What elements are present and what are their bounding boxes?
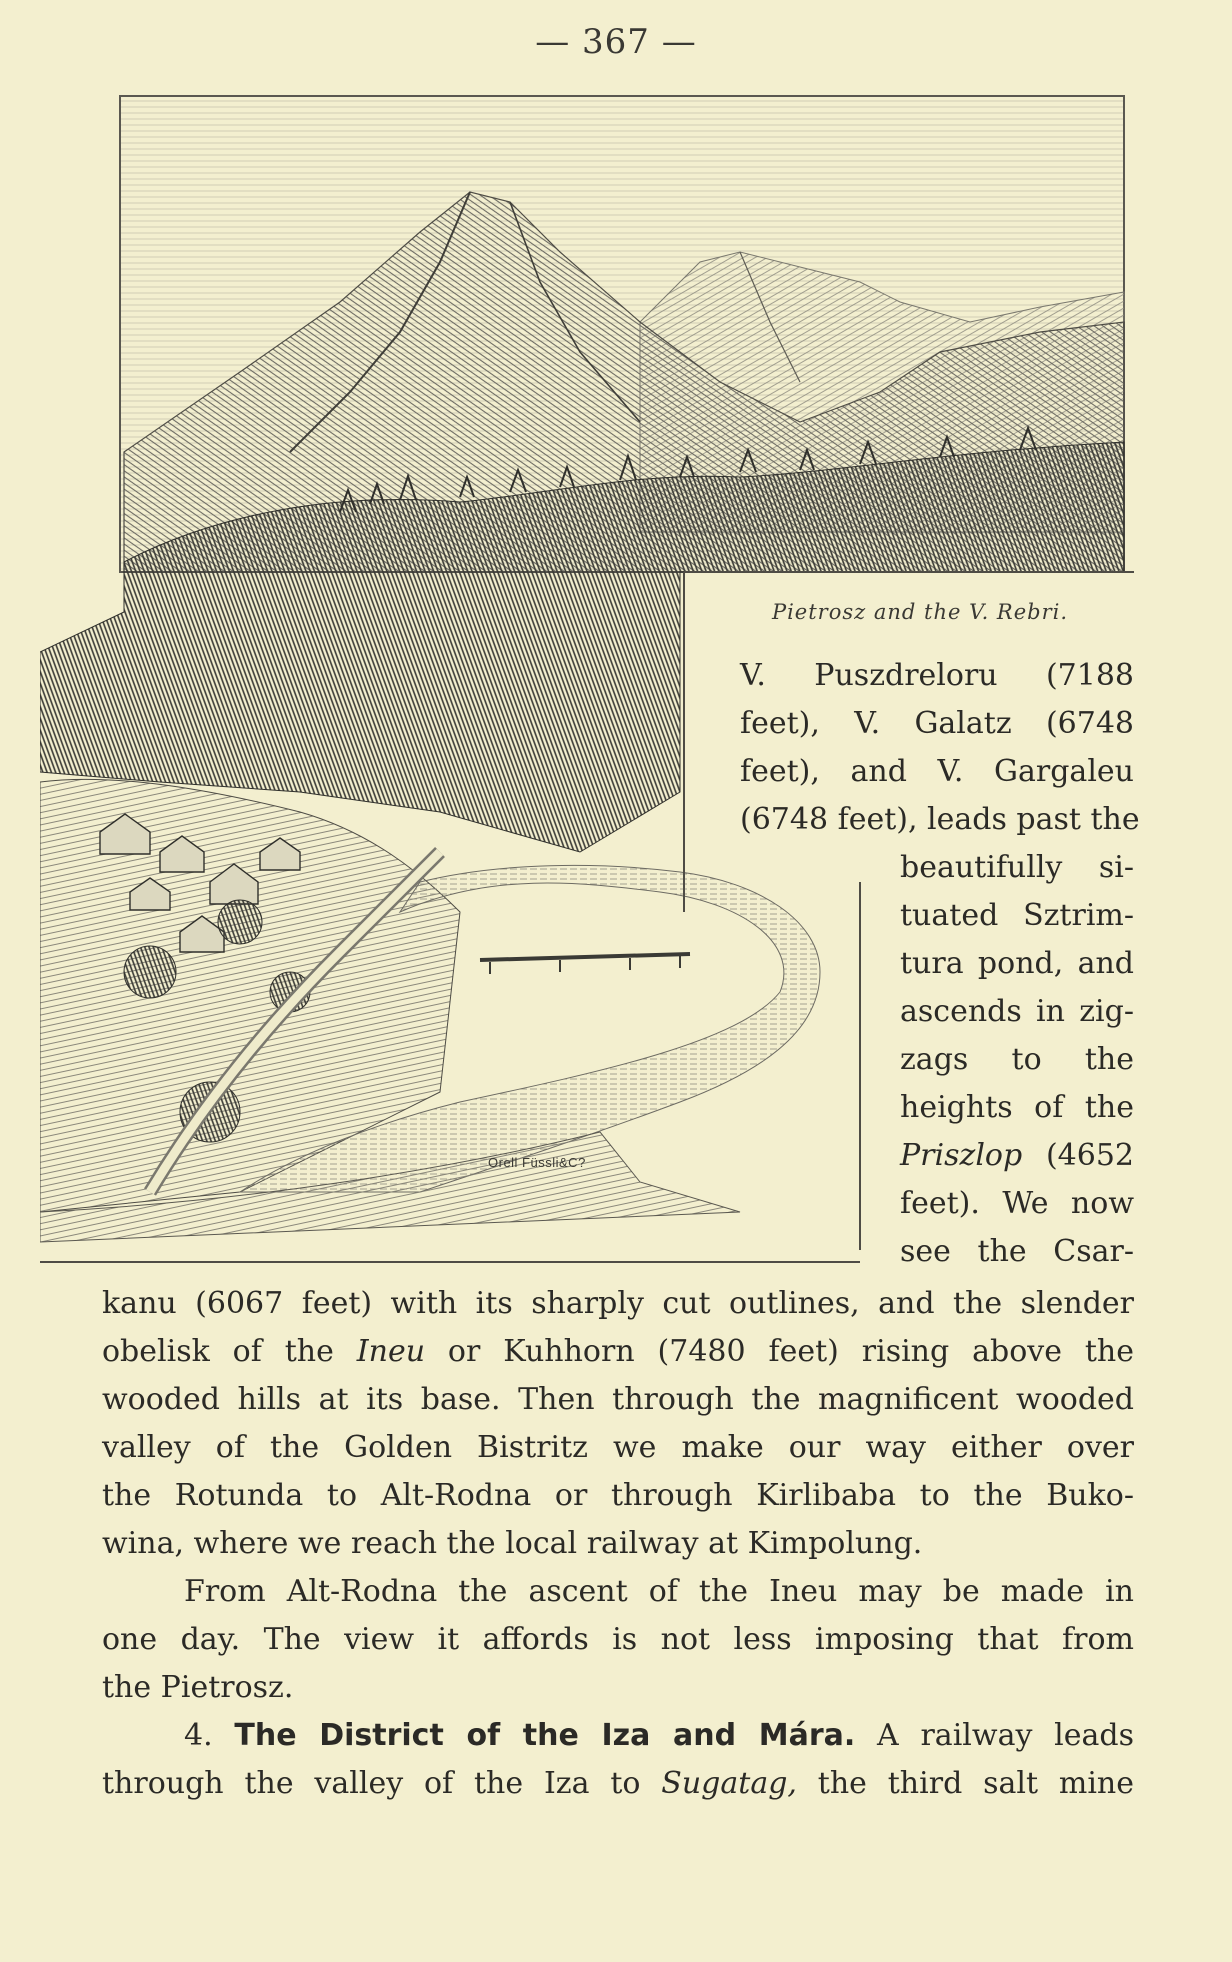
text-line: heights of the [900, 1090, 1134, 1125]
section-heading: The District of the Iza and Mára. [234, 1718, 856, 1753]
text-fragment: the third salt mine [796, 1766, 1134, 1801]
paragraph-1 [102, 1280, 1134, 1568]
text-line: the Pietrosz. [102, 1670, 294, 1705]
paragraph-2 [102, 1568, 1134, 1712]
text-line: wooded hills at its base. Then through the magnificent wooded [102, 1382, 1134, 1417]
text-fragment: A railway leads [855, 1718, 1134, 1753]
text-line [102, 1712, 1134, 1760]
place-name-ineu: Ineu [356, 1334, 426, 1369]
page-number: — 367 — [535, 22, 697, 62]
text-line: kanu (6067 feet) with its sharply cut outlines, and the slender [102, 1286, 1134, 1321]
text-line: V. Puszdreloru (7188 [740, 658, 1134, 693]
text-line: beautifully si- [900, 850, 1134, 885]
text-line: wina, where we reach the local railway at Kimpolung. [102, 1526, 923, 1561]
place-name-priszlop: Priszlop [900, 1138, 1023, 1173]
text-line: the Rotunda to Alt-Rodna or through Kirlibaba to the Buko- [102, 1478, 1134, 1513]
text-line: (6748 feet), leads past the [740, 802, 1140, 837]
text-line: tuated Sztrim- [900, 898, 1134, 933]
text-line: see the Csar- [900, 1234, 1134, 1269]
text-fragment: through the valley of the Iza to [102, 1766, 662, 1801]
text-line: feet), and V. Gargaleu [740, 754, 1134, 789]
text-line: tura pond, and [900, 946, 1134, 981]
paragraph-3 [102, 1712, 1134, 1808]
text-line: one day. The view it affords is not less imposing that from [102, 1622, 1134, 1657]
text-fragment: obelisk of the [102, 1334, 357, 1369]
illustration-caption: Pietrosz and the V. Rebri. [771, 600, 1069, 624]
text-line-priszlop [900, 1132, 1134, 1180]
text-line [102, 1760, 1134, 1808]
wrap-text-block-b [900, 844, 1134, 1276]
place-name-sugatag: Sugatag, [661, 1766, 797, 1801]
text-fragment: or Kuhhorn (7480 feet) rising above the [425, 1334, 1134, 1369]
wrap-text-block-a [740, 652, 1140, 844]
text-line: From Alt-Rodna the ascent of the Ineu may be made in [184, 1574, 1134, 1609]
section-number: 4. [184, 1718, 235, 1753]
text-fragment: (4652 [1022, 1138, 1134, 1173]
text-line: valley of the Golden Bistritz we make our way either over [102, 1430, 1134, 1465]
text-line: zags to the [900, 1042, 1134, 1077]
text-line [102, 1328, 1134, 1376]
text-line: feet), V. Galatz (6748 [740, 706, 1134, 741]
text-line: ascends in zig- [900, 994, 1134, 1029]
engraver-signature: Orell Füssli&C? [488, 1155, 586, 1170]
text-line: feet). We now [900, 1186, 1134, 1221]
